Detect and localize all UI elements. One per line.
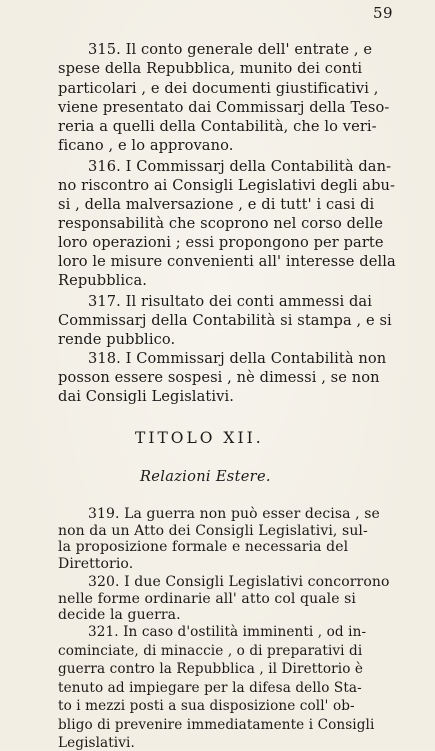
text-line: Direttorio. <box>58 555 134 572</box>
text-line: 320. I due Consigli Legislativi concorrono <box>88 574 390 590</box>
text-line: Legislativi. <box>58 735 135 751</box>
text-line: 321. In caso d'ostilità imminenti , od in- <box>88 624 367 640</box>
text-line: 316. I Commissarj della Contabilità dan- <box>88 158 392 175</box>
text-line: loro operazioni ; essi propongono per parte <box>58 234 384 251</box>
text-line: guerra contro la Repubblica , il Direttorio è <box>58 661 364 677</box>
text-line: viene presentato dai Commissarj della Teso- <box>58 99 390 116</box>
text-line: Commissarj della Contabilità si stampa , e si <box>58 312 392 329</box>
text-line: bligo di prevenire immediatamente i Consigli <box>58 716 375 733</box>
text-line: decide la guerra. <box>58 607 181 623</box>
text-line: spese della Repubblica, munito dei conti <box>58 60 363 77</box>
text-line: 319. La guerra non può esser decisa , se <box>88 506 380 522</box>
text-line: particolari , e dei documenti giustificativi , <box>58 80 379 97</box>
text-line: si , della malversazione , e di tutt' i casi di <box>58 196 375 213</box>
text-line: 317. Il risultato dei conti ammessi dai <box>88 293 372 310</box>
section-subtitle: Relazioni Estere. <box>140 468 271 485</box>
text-line: non da un Atto dei Consigli Legislativi, sul- <box>58 522 368 539</box>
text-line: Repubblica. <box>58 272 147 289</box>
text-line: dai Consigli Legislativi. <box>58 388 234 405</box>
text-line: tenuto ad impiegare per la difesa dello Sta- <box>58 679 362 696</box>
text-line: reria a quelli della Contabilità, che lo veri- <box>58 118 377 135</box>
text-line: loro le misure convenienti all' interesse della <box>58 253 396 270</box>
text-line: nelle forme ordinarie all' atto col quale si <box>58 590 357 607</box>
text-line: ficano , e lo approvano. <box>58 137 234 154</box>
text-line: to i mezzi posti a sua disposizione coll' ob- <box>58 698 355 714</box>
page-number: 59 <box>373 4 394 22</box>
text-line: 318. I Commissarj della Contabilità non <box>88 350 387 367</box>
text-line: no riscontro ai Consigli Legislativi degli abu- <box>58 177 396 194</box>
text-line: la proposizione formale e necessaria del <box>58 539 349 555</box>
text-line: 315. Il conto generale dell' entrate , e <box>88 41 373 58</box>
text-line: posson essere sospesi , nè dimessi , se non <box>58 369 380 386</box>
text-line: rende pubblico. <box>58 331 176 348</box>
text-line: cominciate, di minaccie , o di preparativi di <box>58 642 363 659</box>
section-title: TITOLO XII. <box>135 429 264 447</box>
text-line: responsabilità che scoprono nel corso delle <box>58 215 384 232</box>
